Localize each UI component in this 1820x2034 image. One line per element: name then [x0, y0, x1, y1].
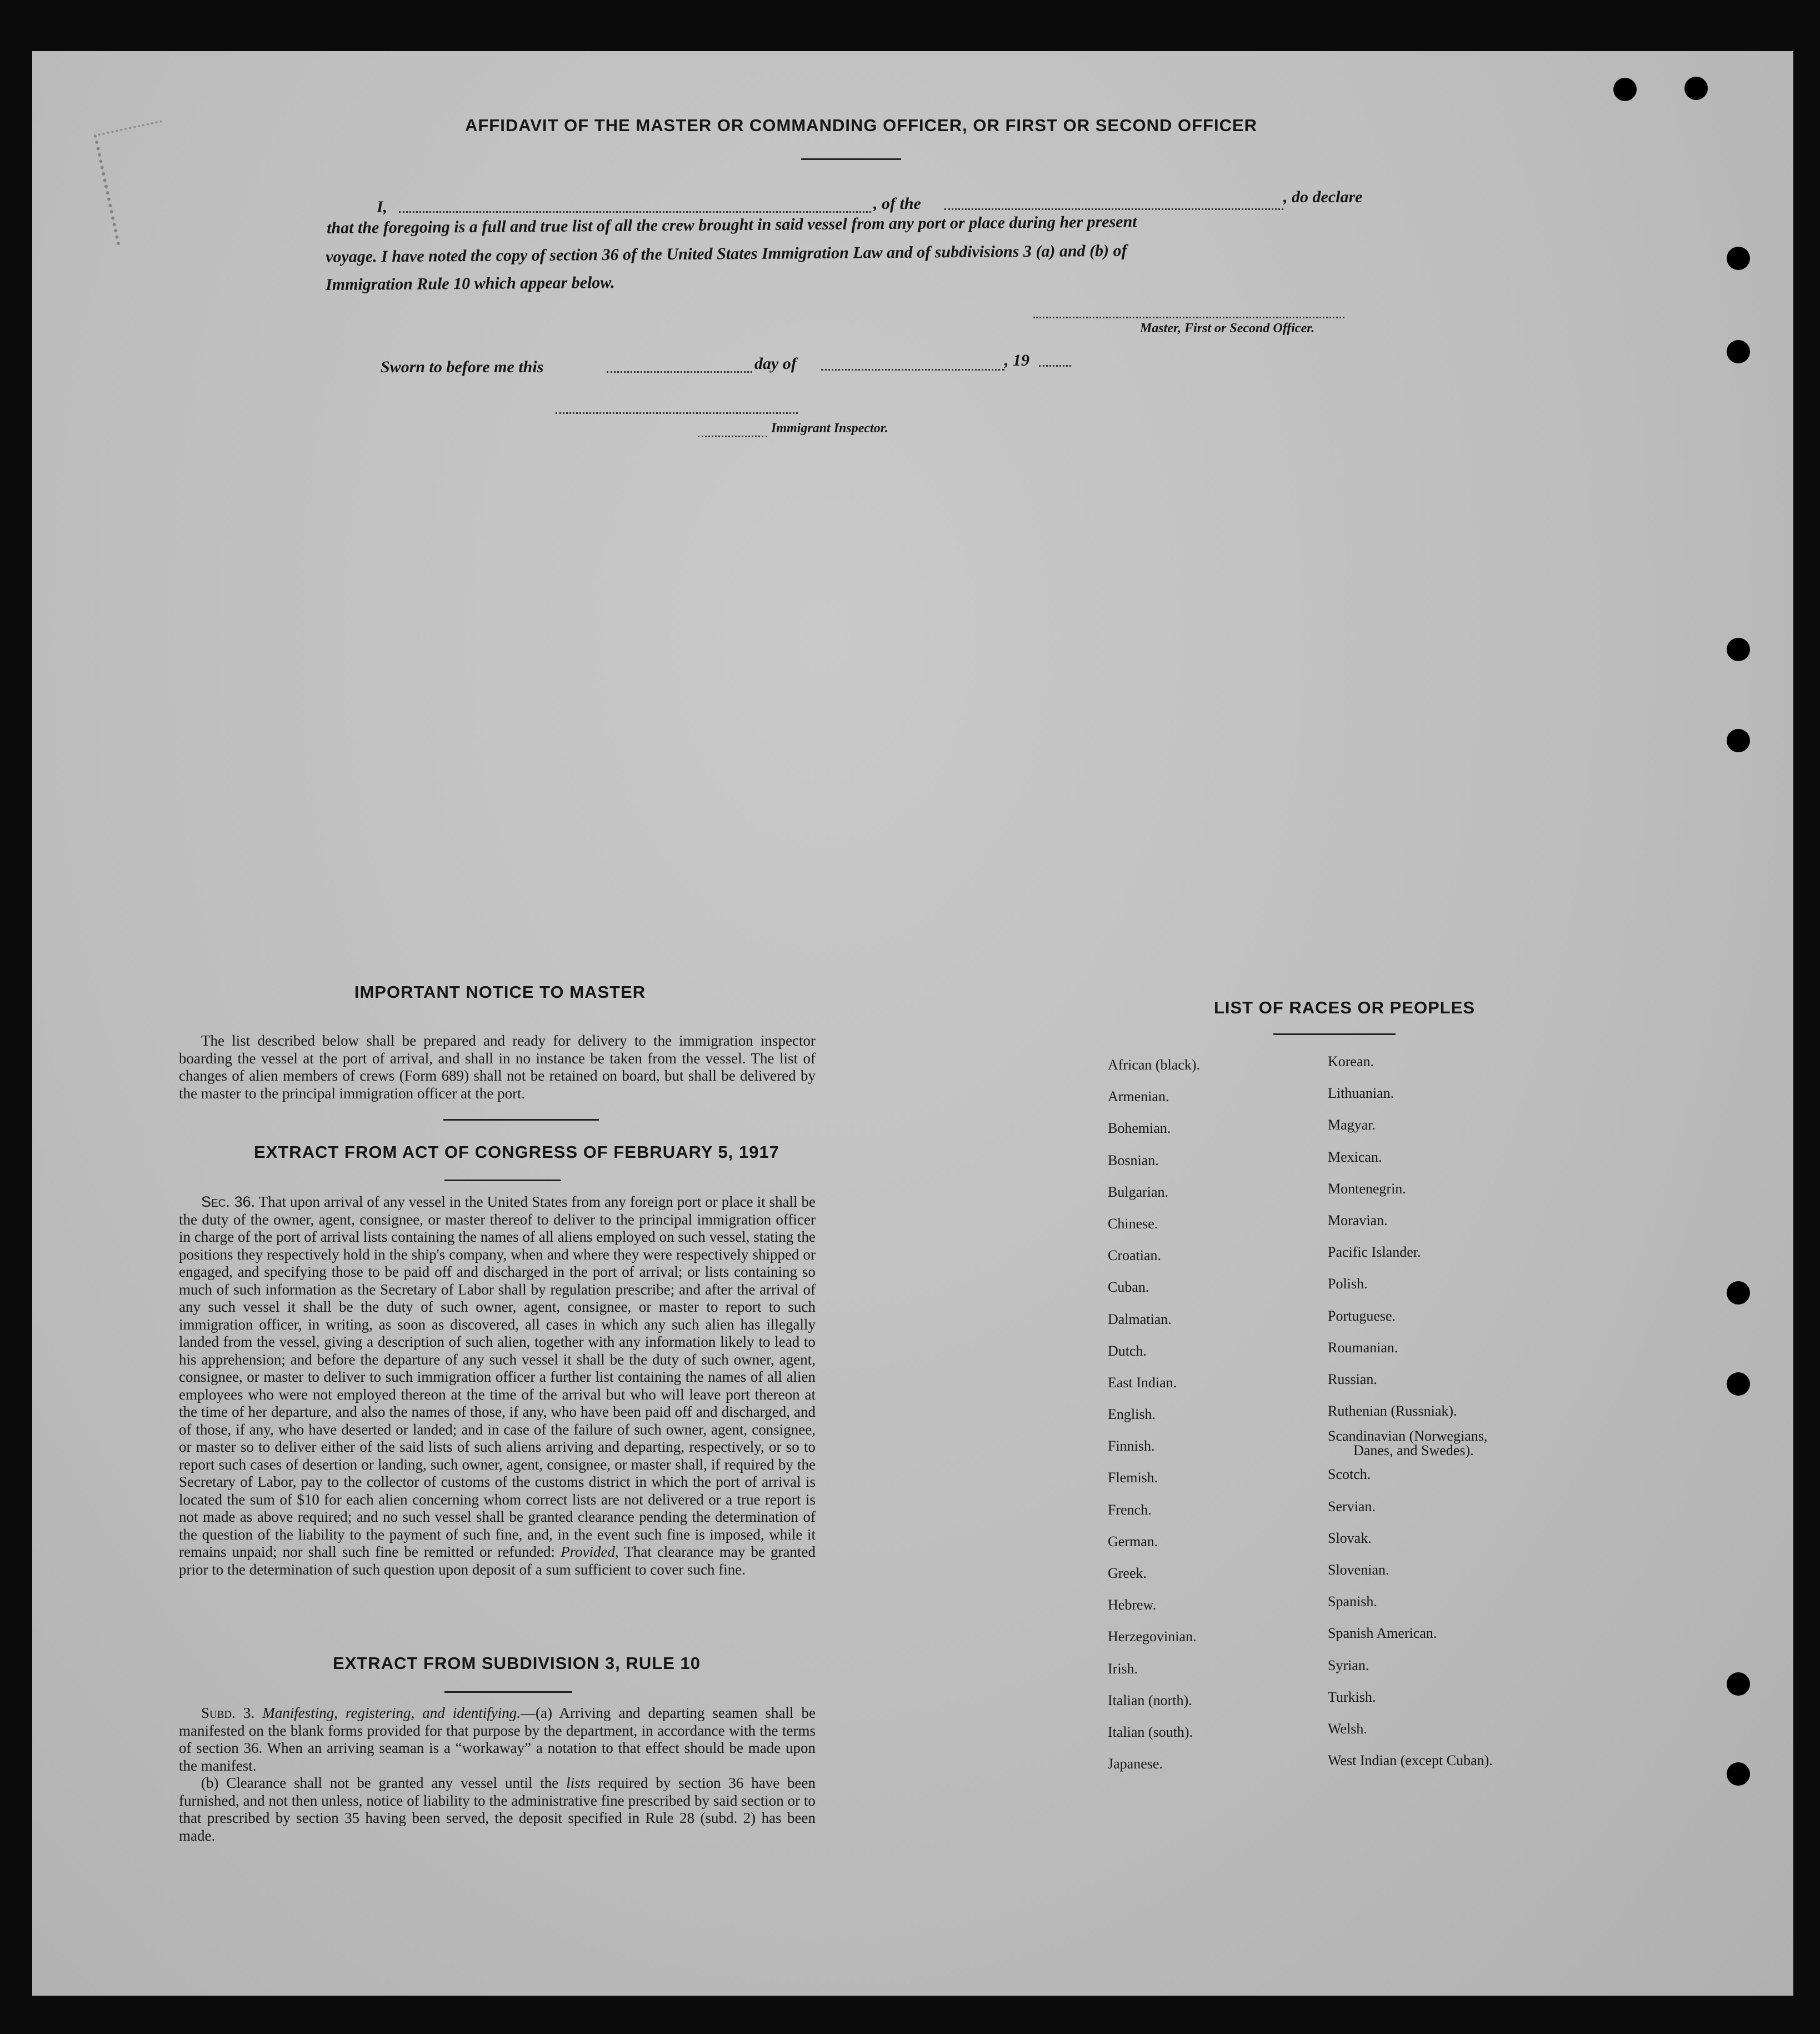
affidavit-line-4: Immigration Rule 10 which appear below. [326, 273, 615, 294]
race-item: Lithuanian. [1328, 1085, 1394, 1102]
race-item: Finnish. [1108, 1438, 1155, 1455]
act-title-underline [444, 1180, 561, 1181]
race-item: Slovenian. [1328, 1562, 1389, 1578]
race-item: Spanish. [1328, 1593, 1377, 1610]
race-item: Scotch. [1328, 1466, 1371, 1483]
races-column-1 [1108, 1049, 1319, 1780]
race-item: Dalmatian. [1108, 1311, 1172, 1327]
binder-hole [1727, 1281, 1750, 1305]
affidavit-of-the-label: , of the [873, 194, 921, 213]
binder-hole [1727, 1672, 1750, 1696]
affidavit-i-label: I, [377, 198, 388, 216]
affidavit-do-declare-label: , do declare [1283, 188, 1363, 206]
race-item: Italian (north). [1108, 1692, 1192, 1708]
binder-hole [1727, 1372, 1750, 1396]
lists-word: lists [566, 1775, 591, 1791]
inspector-signature-blank[interactable] [556, 412, 798, 414]
race-item: Bosnian. [1108, 1152, 1159, 1168]
race-item: Montenegrin. [1328, 1180, 1406, 1197]
binder-hole [1727, 729, 1750, 752]
race-item: Bohemian. [1108, 1120, 1171, 1137]
race-item: Irish. [1108, 1660, 1138, 1677]
race-item: Bulgarian. [1108, 1183, 1169, 1200]
inspector-caption: Immigrant Inspector. [771, 421, 888, 436]
vessel-blank[interactable] [944, 208, 1283, 210]
sworn-month-blank[interactable] [821, 369, 1004, 371]
race-item: English. [1108, 1406, 1156, 1423]
notice-body [179, 1032, 816, 1102]
race-item: Moravian. [1328, 1212, 1388, 1228]
race-item: Pacific Islander. [1328, 1244, 1421, 1261]
race-item: Italian (south). [1108, 1723, 1193, 1740]
race-item-line: Danes, and Swedes). [1353, 1442, 1474, 1459]
notice-title: IMPORTANT NOTICE TO MASTER [354, 982, 646, 1002]
race-item: Hebrew. [1108, 1597, 1157, 1613]
subd-heading: Manifesting, registering, and identifying. [262, 1705, 521, 1721]
race-item: Slovak. [1328, 1530, 1372, 1546]
binder-hole [1727, 247, 1750, 270]
master-signature-blank[interactable] [1033, 317, 1344, 318]
race-item: French. [1108, 1501, 1152, 1518]
binder-hole [1684, 77, 1708, 100]
race-item: Chinese. [1108, 1215, 1158, 1232]
section-label: Sec. 36. [201, 1193, 256, 1210]
affidavit-line-2: that the foregoing is a full and true list of all the crew brought in said vessel from any port or place during her present [327, 212, 1137, 237]
race-item [1328, 1427, 1617, 1458]
notice-paragraph: The list described below shall be prepared and ready for delivery to the immigration inspector boarding the vessel at the port of arrival, and shall in no instance be taken from the vessel. The list of changes of alien members of crews (Form 689) shall not be retained on board, but shall be delivered by the master to the principal immigration officer at the port. [179, 1032, 816, 1102]
race-item: Russian. [1328, 1371, 1377, 1387]
day-of-label: day of [754, 354, 797, 373]
paragraph-b-start: (b) Clearance shall not be granted any vessel until the [201, 1775, 559, 1791]
rule-extract-title: EXTRACT FROM SUBDIVISION 3, RULE 10 [333, 1653, 701, 1673]
race-item: Herzegovinian. [1108, 1628, 1197, 1645]
race-item: Welsh. [1328, 1720, 1367, 1737]
race-item: German. [1108, 1533, 1158, 1550]
race-item: Flemish. [1108, 1470, 1158, 1486]
paragraph-b-end: required by section 36 have been furnished, and not then unless, notice of liability to the administrative fine prescribed by said section or to that prescribed by section 35 having been served, the deposit specified in Rule 28 (subd. 2) has been made. [179, 1775, 816, 1844]
provided-label: Provided, [561, 1543, 619, 1560]
title-underline [801, 158, 901, 160]
act-extract-title: EXTRACT FROM ACT OF CONGRESS OF FEBRUARY 5, 1917 [254, 1142, 779, 1162]
race-item: African (black). [1108, 1057, 1201, 1073]
race-item: Ruthenian (Russniak). [1328, 1403, 1457, 1420]
binder-hole [1613, 78, 1637, 101]
race-item: East Indian. [1108, 1374, 1177, 1391]
race-item-line: Scandinavian (Norwegians, [1328, 1428, 1488, 1445]
sworn-label: Sworn to before me this [381, 358, 544, 376]
race-item: Portuguese. [1328, 1307, 1396, 1324]
act-extract-body [179, 1193, 816, 1578]
race-item: Dutch. [1108, 1342, 1147, 1359]
race-item: Croatian. [1108, 1247, 1162, 1264]
rule-extract-body [179, 1705, 816, 1845]
race-item: Polish. [1328, 1276, 1368, 1292]
race-item: Turkish. [1328, 1688, 1376, 1705]
inspector-caption-lead [698, 436, 767, 437]
race-item: West Indian (except Cuban). [1328, 1752, 1493, 1769]
race-item: Japanese. [1108, 1756, 1163, 1772]
year-label: , 19 [1004, 351, 1029, 369]
paragraph-a: —(a) Arriving and departing seamen shall be manifested on the blank forms provided for that purpose by the department, in accordance with the terms of section 36. When an arriving seaman is a “workaway” a notation to that effect should be made upon the manifest. [179, 1705, 816, 1774]
sworn-year-blank[interactable] [1039, 365, 1071, 367]
race-item: Magyar. [1328, 1117, 1376, 1133]
race-item: Spanish American. [1328, 1625, 1437, 1642]
affidavit-line-3: voyage. I have noted the copy of section 36 of the United States Immigration Law and of subdivisions 3 (a) and (b) of [326, 241, 1127, 266]
race-item: Cuban. [1108, 1279, 1149, 1296]
rule-title-underline [444, 1691, 572, 1693]
races-title: LIST OF RACES OR PEOPLES [1213, 998, 1476, 1017]
races-column-2 [1328, 1046, 1617, 1776]
subd-label: Subd. 3. [201, 1705, 255, 1721]
section-text: That upon arrival of any vessel in the United States from any foreign port or place it shall be the duty of the owner, agent, consignee, or master thereof to deliver to the principal immigration officer in charge of the port of arrival lists containing the names of all aliens employed on such vessel, stating the positions they respectively hold in the ship's company, when and where they were respectively shipped or engaged, and specifying those to be paid off and discharged in the port of arrival; or lists containing so much of such information as the Secretary of Labor shall by regulation prescribe; and after the arrival of any such vessel it shall be the duty of such owner, agent, consignee, or master to report to such immigration officer, in writing, as soon as discovered, all cases in which any such alien has illegally landed from the vessel, giving a description of such alien, together with any information likely to lead to his apprehension; and before the departure of any such vessel it shall be the duty of such owner, agent, consignee, or master to deliver to such immigration officer a further list containing the names of all alien employees who were not employed thereon at the time of the arrival but who will leave port thereon at the time of her departure, and also the names of those, if any, who have been paid off and discharged, and of those, if any, who have deserted or landed; and in case of the failure of such owner, agent, consignee, or master so to deliver either of the said lists of such aliens arriving and departing, respectively, or so to report such cases of desertion or landing, such owner, agent, consignee, or master shall, if required by the Secretary of Labor, pay to the collector of customs of the customs district in which the port of arrival is located the sum of $10 for each alien concerning whom correct lists are not delivered or a true report is not made as above required; and no such vessel shall be granted clearance pending the determination of the question of the liability to the payment of such fine, and, in the event such fine is imposed, while it remains unpaid; nor shall such fine be remitted or refunded: [179, 1193, 816, 1560]
stain-mark [93, 120, 186, 246]
binder-hole [1727, 340, 1750, 363]
affidavit-title: AFFIDAVIT OF THE MASTER OR COMMANDING OFFICER, OR FIRST OR SECOND OFFICER [464, 116, 1258, 135]
race-item: Armenian. [1108, 1088, 1169, 1105]
sworn-day-blank[interactable] [607, 371, 752, 373]
races-title-underline [1273, 1033, 1396, 1035]
binder-hole [1727, 1762, 1750, 1786]
race-item: Mexican. [1328, 1148, 1382, 1165]
section-text-end: That clearance may be granted prior to the determination of such question upon deposit of a sum sufficient to cover such fine. [179, 1543, 816, 1578]
notice-divider [443, 1119, 599, 1121]
race-item: Korean. [1328, 1053, 1374, 1070]
name-blank[interactable] [399, 211, 871, 213]
race-item: Roumanian. [1328, 1339, 1398, 1356]
race-item: Syrian. [1328, 1657, 1369, 1673]
binder-hole [1727, 638, 1750, 661]
race-item: Servian. [1328, 1498, 1376, 1515]
master-signature-caption: Master, First or Second Officer. [1140, 321, 1315, 336]
race-item: Greek. [1108, 1565, 1147, 1581]
